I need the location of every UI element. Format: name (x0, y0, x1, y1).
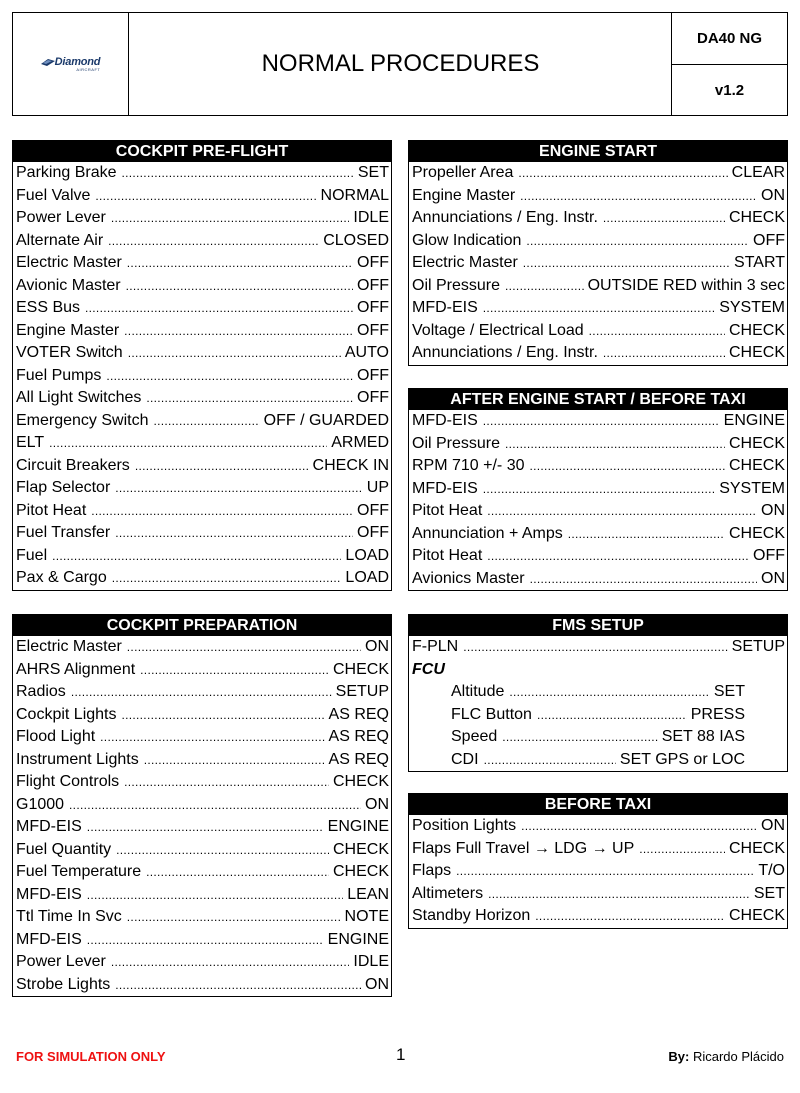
leader-dots (100, 730, 324, 744)
item-value: OFF / GUARDED (263, 411, 389, 429)
item-label: Fuel (16, 546, 48, 564)
leader-dots (502, 730, 657, 744)
checklist-item (409, 275, 787, 298)
leader-dots (85, 301, 353, 315)
leader-dots (124, 775, 329, 789)
item-label: Pax & Cargo (16, 569, 107, 587)
item-label: Ttl Time In Svc (16, 908, 122, 926)
checklist-item (13, 162, 391, 185)
item-label: Altimeters (412, 884, 484, 902)
checklist-item (409, 704, 787, 727)
checklist-item (409, 297, 787, 320)
leader-dots (484, 753, 616, 767)
section-engine-start (408, 140, 788, 366)
section-title: AFTER ENGINE START / BEFORE TAXI (409, 389, 787, 410)
checklist-item (409, 455, 787, 478)
leader-dots (603, 211, 725, 225)
item-value: ON (365, 975, 389, 993)
leader-dots (505, 437, 725, 451)
leader-dots (537, 708, 687, 722)
checklist-item (13, 522, 391, 545)
item-value: CHECK (728, 457, 785, 475)
checklist-item (13, 477, 391, 500)
leader-dots (144, 753, 325, 767)
leader-dots (483, 414, 720, 428)
model-version-cell (671, 13, 787, 115)
item-label: Pitot Heat (16, 501, 87, 519)
leader-dots (87, 888, 343, 902)
section-title: COCKPIT PRE-FLIGHT (13, 141, 391, 162)
item-value: CHECK (332, 840, 389, 858)
item-label: Altitude (451, 683, 505, 701)
item-value: OUTSIDE RED within 3 sec (587, 276, 785, 294)
item-label: F-PLN (412, 638, 459, 656)
checklist-item (409, 433, 787, 456)
item-label: Fuel Temperature (16, 863, 142, 881)
item-value: OFF (357, 366, 389, 384)
checklist-item (13, 929, 391, 952)
item-value: OFF (357, 389, 389, 407)
checklist-item (13, 681, 391, 704)
item-label: Position Lights (412, 817, 517, 835)
section-fms-setup (408, 614, 788, 772)
item-label: Parking Brake (16, 164, 117, 182)
author-credit (668, 1049, 784, 1064)
item-label: G1000 (16, 795, 65, 813)
checklist-item (13, 816, 391, 839)
section-after-engine-start (408, 388, 788, 591)
item-label: Flight Controls (16, 773, 120, 791)
item-value: IDLE (353, 209, 389, 227)
item-label: Power Lever (16, 209, 106, 227)
leader-dots (526, 234, 749, 248)
item-label: All Light Switches (16, 389, 142, 407)
item-label: Engine Master (16, 321, 120, 339)
item-value: AUTO (344, 344, 389, 362)
document-header (12, 12, 788, 116)
item-label: Flaps (412, 862, 452, 880)
item-label: RPM 710 +/- 30 (412, 457, 525, 475)
item-label: Pitot Heat (412, 502, 483, 520)
checklist (13, 162, 391, 590)
leader-dots (91, 504, 353, 518)
item-label: Engine Master (412, 186, 516, 204)
leader-dots (111, 211, 350, 225)
item-value: CHECK (332, 660, 389, 678)
checklist (409, 410, 787, 590)
item-value: CLOSED (323, 231, 389, 249)
leader-dots (87, 820, 324, 834)
checklist-item (13, 951, 391, 974)
leader-dots (483, 482, 715, 496)
page-title: NORMAL PROCEDURES (261, 50, 540, 77)
item-value: AS REQ (328, 705, 389, 723)
item-label: Propeller Area (412, 164, 514, 182)
item-label: Avionics Master (412, 569, 525, 587)
leader-dots (106, 369, 353, 383)
item-label: MFD-EIS (16, 930, 82, 948)
item-value: UP (366, 479, 389, 497)
leader-dots (122, 166, 354, 180)
checklist-item (409, 681, 787, 704)
item-value: SET 88 IAS (661, 728, 745, 746)
item-label: Pitot Heat (412, 547, 483, 565)
item-label: Alternate Air (16, 231, 104, 249)
checklist-item (13, 410, 391, 433)
item-value: SET (713, 683, 745, 701)
item-label: Flaps Full Travel → LDG → UP (412, 839, 635, 857)
leader-dots (115, 481, 363, 495)
leader-dots (568, 527, 725, 541)
checklist-item (13, 252, 391, 275)
checklist-item (13, 455, 391, 478)
checklist-item (409, 749, 787, 772)
checklist-item (13, 432, 391, 455)
item-value: OFF (753, 231, 785, 249)
leader-dots (456, 864, 754, 878)
checklist-item (13, 275, 391, 298)
section-title: FMS SETUP (409, 615, 787, 636)
item-label: Fuel Pumps (16, 366, 102, 384)
item-label: ESS Bus (16, 299, 81, 317)
leader-dots (115, 978, 361, 992)
checklist-item (13, 365, 391, 388)
item-label: Fuel Quantity (16, 840, 112, 858)
checklist-item (13, 500, 391, 523)
leader-dots (530, 459, 725, 473)
checklist-item (13, 207, 391, 230)
checklist-item (409, 726, 787, 749)
item-value: CHECK (332, 773, 389, 791)
item-value: CHECK (728, 344, 785, 362)
checklist-item (13, 974, 391, 997)
item-value: OFF (357, 276, 389, 294)
item-label: Electric Master (16, 638, 122, 656)
item-value: LEAN (347, 885, 389, 903)
checklist-item (409, 207, 787, 230)
item-label: Electric Master (412, 254, 518, 272)
item-label: MFD-EIS (16, 885, 82, 903)
section-title: BEFORE TAXI (409, 794, 787, 815)
item-value: CHECK IN (312, 456, 389, 474)
leader-dots (49, 436, 327, 450)
aircraft-model: DA40 NG (672, 13, 787, 65)
checklist-item (409, 478, 787, 501)
item-value: ENGINE (327, 930, 389, 948)
leader-dots (124, 324, 353, 338)
item-label: Radios (16, 683, 66, 701)
leader-dots (127, 640, 361, 654)
item-label: Cockpit Lights (16, 705, 117, 723)
leader-dots (520, 189, 757, 203)
logo-text: Diamond (54, 56, 101, 68)
checklist-item (409, 815, 787, 838)
version-label: v1.2 (714, 81, 745, 99)
checklist-item (13, 794, 391, 817)
item-value: NORMAL (320, 186, 389, 204)
item-label: MFD-EIS (412, 479, 478, 497)
item-label: Oil Pressure (412, 434, 501, 452)
leader-dots (487, 549, 749, 563)
leader-dots (135, 459, 309, 473)
checklist-item (409, 883, 787, 906)
leader-dots (140, 663, 329, 677)
item-value: CHECK (728, 321, 785, 339)
item-label: Glow Indication (412, 231, 522, 249)
item-value: ON (761, 569, 785, 587)
item-value: ON (365, 638, 389, 656)
item-value: IDLE (353, 953, 389, 971)
section-title: COCKPIT PREPARATION (13, 615, 391, 636)
checklist-item (13, 387, 391, 410)
item-value: OFF (357, 524, 389, 542)
item-value: SYSTEM (719, 479, 785, 497)
leader-dots (487, 504, 757, 518)
item-value: SETUP (731, 638, 785, 656)
item-value: OFF (357, 299, 389, 317)
item-value: OFF (753, 547, 785, 565)
checklist-item (13, 861, 391, 884)
leader-dots (154, 414, 260, 428)
diamond-logo-icon (41, 58, 55, 67)
page-number: 1 (396, 1045, 406, 1064)
item-label: VOTER Switch (16, 344, 123, 362)
leader-dots (116, 843, 329, 857)
leader-dots (127, 910, 341, 924)
checklist-item (409, 568, 787, 591)
checklist (13, 636, 391, 996)
item-value: CHECK (728, 907, 785, 925)
checklist (409, 162, 787, 365)
leader-dots (128, 346, 341, 360)
checklist-item (409, 860, 787, 883)
leader-dots (488, 887, 750, 901)
diamond-logo (41, 56, 101, 72)
checklist-item (409, 185, 787, 208)
item-value: PRESS (690, 705, 745, 723)
item-label: MFD-EIS (16, 818, 82, 836)
item-value: OFF (357, 501, 389, 519)
item-label: Oil Pressure (412, 276, 501, 294)
checklist-item (409, 523, 787, 546)
leader-dots (69, 798, 361, 812)
item-value: OFF (357, 254, 389, 272)
item-label: Standby Horizon (412, 907, 531, 925)
leader-dots (71, 685, 332, 699)
item-label: Electric Master (16, 254, 122, 272)
leader-dots (112, 571, 342, 585)
leader-dots (603, 346, 725, 360)
checklist-item (13, 297, 391, 320)
checklist-item (409, 320, 787, 343)
checklist-item (13, 906, 391, 929)
by-label: By: (668, 1049, 690, 1064)
item-value: ENGINE (723, 412, 785, 430)
item-label: Voltage / Electrical Load (412, 321, 584, 339)
section-cockpit-preparation (12, 614, 392, 997)
item-value: OFF (357, 321, 389, 339)
item-label: MFD-EIS (412, 412, 478, 430)
checklist-item (409, 636, 787, 659)
item-label: CDI (451, 750, 479, 768)
item-value: T/O (758, 862, 785, 880)
page-footer (0, 1045, 800, 1067)
leader-dots (111, 955, 350, 969)
leader-dots (505, 279, 584, 293)
item-label: Instrument Lights (16, 750, 139, 768)
item-label: Fuel Valve (16, 186, 91, 204)
item-value: ENGINE (327, 818, 389, 836)
item-label: FLC Button (451, 705, 532, 723)
item-value: CHECK (728, 524, 785, 542)
checklist-item (13, 185, 391, 208)
leader-dots (463, 640, 727, 654)
item-value: ARMED (331, 434, 389, 452)
section-before-taxi (408, 793, 788, 929)
item-value: ON (761, 502, 785, 520)
fcu-checklist (409, 681, 787, 771)
item-label: Avionic Master (16, 276, 121, 294)
leader-dots (521, 819, 757, 833)
item-value: ON (761, 186, 785, 204)
checklist-item (13, 839, 391, 862)
leader-dots (523, 256, 730, 270)
item-value: ON (761, 817, 785, 835)
leader-dots (483, 301, 715, 315)
simulation-disclaimer: FOR SIMULATION ONLY (16, 1049, 166, 1064)
checklist-item (13, 342, 391, 365)
checklist-item (13, 659, 391, 682)
item-value: START (734, 254, 785, 272)
leader-dots (127, 256, 353, 270)
checklist-item (409, 905, 787, 928)
section-cockpit-preflight (12, 140, 392, 591)
leader-dots (95, 189, 316, 203)
checklist-item (409, 162, 787, 185)
item-label: Annunciation + Amps (412, 524, 563, 542)
leader-dots (535, 909, 725, 923)
item-value: AS REQ (328, 728, 389, 746)
item-label: Flap Selector (16, 479, 111, 497)
item-value: LOAD (345, 569, 389, 587)
item-value: SET (357, 164, 389, 182)
checklist-item (409, 252, 787, 275)
leader-dots (115, 526, 353, 540)
leader-dots (530, 572, 757, 586)
item-value: SET (753, 884, 785, 902)
item-value: LOAD (345, 546, 389, 564)
item-value: SETUP (335, 683, 389, 701)
item-label: Emergency Switch (16, 411, 149, 429)
checklist-item (13, 320, 391, 343)
section-title: ENGINE START (409, 141, 787, 162)
leader-dots (589, 324, 725, 338)
checklist-item (409, 410, 787, 433)
item-value: SYSTEM (719, 299, 785, 317)
item-value: SET GPS or LOC (619, 750, 745, 768)
item-label: AHRS Alignment (16, 660, 136, 678)
leader-dots (122, 708, 325, 722)
item-value: CHECK (728, 839, 785, 857)
leader-dots (87, 933, 324, 947)
item-label: Speed (451, 728, 498, 746)
checklist (409, 815, 787, 928)
item-value: NOTE (344, 908, 389, 926)
checklist-item (13, 545, 391, 568)
item-label: Circuit Breakers (16, 456, 130, 474)
item-value: ON (365, 795, 389, 813)
item-label: Annunciations / Eng. Instr. (412, 209, 598, 227)
item-label: Strobe Lights (16, 975, 111, 993)
checklist-item (13, 884, 391, 907)
item-value: CHECK (728, 434, 785, 452)
leader-dots (518, 166, 727, 180)
item-value: CHECK (728, 209, 785, 227)
checklist-item (409, 838, 787, 861)
logo-cell (13, 13, 129, 115)
checklist-item (13, 771, 391, 794)
checklist-item (13, 726, 391, 749)
item-value: CLEAR (731, 164, 785, 182)
item-label: Flood Light (16, 728, 96, 746)
leader-dots (52, 549, 341, 563)
item-value: AS REQ (328, 750, 389, 768)
item-label: MFD-EIS (412, 299, 478, 317)
item-value: CHECK (332, 863, 389, 881)
author-name: Ricardo Plácido (692, 1049, 784, 1064)
checklist-item (13, 230, 391, 253)
leader-dots (509, 685, 710, 699)
checklist-item (409, 545, 787, 568)
leader-dots (126, 279, 353, 293)
checklist-item (13, 704, 391, 727)
leader-dots (146, 391, 353, 405)
checklist-item (13, 567, 391, 590)
item-label: Fuel Transfer (16, 524, 111, 542)
checklist-item (13, 749, 391, 772)
leader-dots (639, 842, 725, 856)
checklist-item (409, 500, 787, 523)
item-label: Annunciations / Eng. Instr. (412, 344, 598, 362)
checklist-item (409, 230, 787, 253)
fcu-subheading: FCU (412, 660, 445, 678)
item-label: Power Lever (16, 953, 106, 971)
leader-dots (108, 234, 319, 248)
logo-subtext: AIRCRAFT (76, 67, 101, 72)
leader-dots (146, 865, 329, 879)
item-label: ELT (16, 434, 45, 452)
checklist-item (13, 636, 391, 659)
checklist-item (409, 342, 787, 365)
